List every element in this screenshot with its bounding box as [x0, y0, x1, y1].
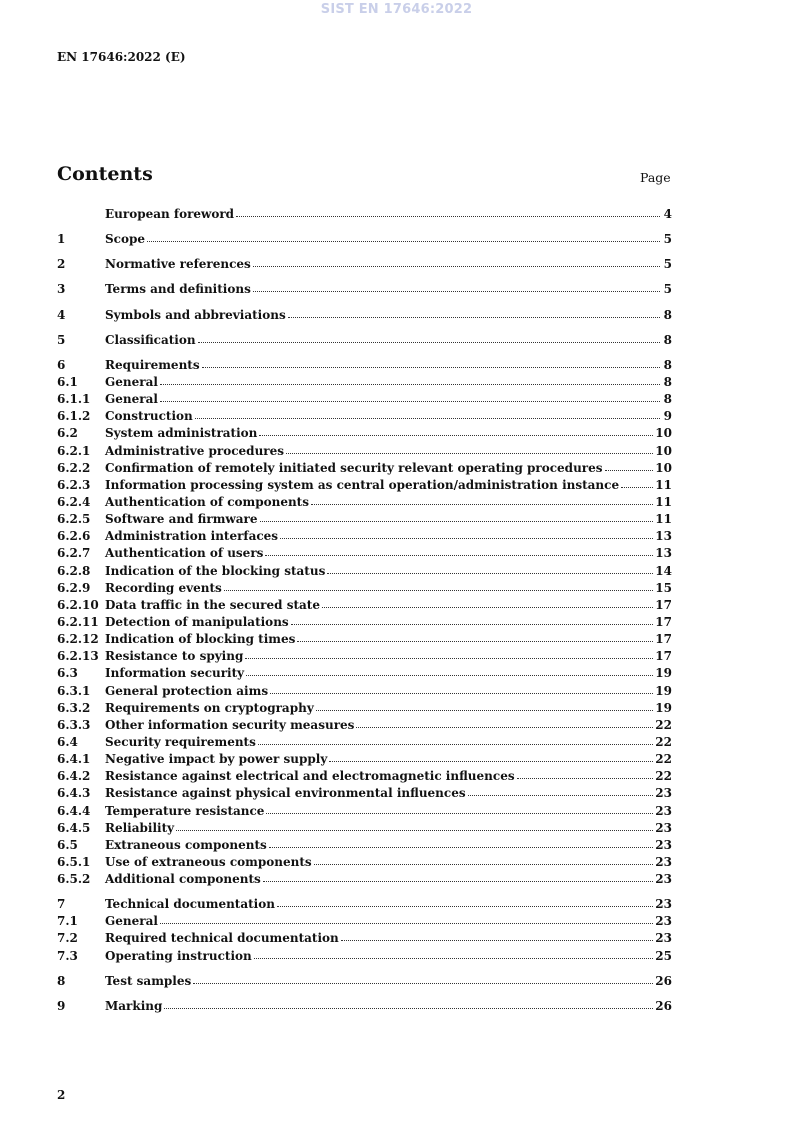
toc-entry-page: 17	[655, 632, 672, 647]
toc-dot-leader	[160, 914, 653, 924]
toc-dot-leader	[297, 632, 653, 642]
toc-dot-leader	[327, 564, 653, 574]
toc-entry-title: Resistance to spying	[105, 649, 244, 664]
toc-entry[interactable]	[57, 999, 672, 1016]
toc-entry[interactable]	[57, 358, 672, 375]
toc-dot-leader	[236, 207, 660, 217]
toc-entry-number: 6.1	[57, 374, 78, 389]
toc-entry-page: 23	[655, 931, 672, 946]
toc-entry-page: 14	[655, 563, 672, 578]
toc-entry-title: Classification	[105, 332, 196, 347]
toc-entry-page: 11	[655, 477, 672, 492]
toc-entry-page: 15	[655, 580, 672, 595]
toc-dot-leader	[621, 478, 653, 488]
toc-entry-page: 8	[663, 307, 672, 322]
toc-entry-title: Detection of manipulations	[105, 614, 289, 629]
toc-entry[interactable]	[57, 931, 672, 948]
toc-entry-page: 17	[655, 649, 672, 664]
toc-entry-page: 17	[655, 614, 672, 629]
toc-entry-title: Extraneous components	[105, 837, 267, 852]
toc-entry[interactable]	[57, 512, 672, 529]
toc-entry-title: Test samples	[105, 973, 192, 988]
toc-entry-number: 6.5.2	[57, 872, 91, 887]
toc-dot-leader	[202, 358, 660, 368]
toc-entry[interactable]	[57, 581, 672, 598]
toc-entry-number: 6.2.12	[57, 632, 99, 647]
toc-entry-number: 6.4.4	[57, 803, 91, 818]
table-of-contents	[57, 207, 672, 1016]
toc-entry-number: 6.3	[57, 666, 78, 681]
toc-entry-page: 9	[663, 409, 672, 424]
toc-entry[interactable]	[57, 461, 672, 478]
toc-dot-leader	[176, 821, 653, 831]
toc-entry-page: 10	[655, 426, 672, 441]
toc-entry-title: Temperature resistance	[105, 803, 265, 818]
toc-entry-page: 23	[655, 786, 672, 801]
toc-entry[interactable]	[57, 804, 672, 821]
toc-dot-leader	[245, 649, 653, 659]
toc-entry[interactable]	[57, 564, 672, 581]
toc-entry-title: General	[105, 914, 158, 929]
toc-entry-title: Other information security measures	[105, 717, 355, 732]
toc-entry-page: 8	[663, 374, 672, 389]
toc-dot-leader	[329, 752, 653, 762]
toc-dot-leader	[314, 855, 654, 865]
toc-dot-leader	[263, 872, 654, 882]
toc-entry-title: Resistance against electrical and electromagnetic influences	[105, 769, 515, 784]
toc-entry-page: 8	[663, 332, 672, 347]
toc-entry-page: 8	[663, 392, 672, 407]
toc-entry-number: 6.2.11	[57, 614, 99, 629]
toc-dot-leader	[341, 931, 654, 941]
toc-entry-page: 5	[663, 232, 672, 247]
toc-entry-number: 6.5	[57, 837, 78, 852]
toc-entry-title: Additional components	[105, 872, 261, 887]
toc-entry-number: 8	[57, 973, 66, 988]
toc-entry-page: 26	[655, 998, 672, 1013]
toc-entry-number: 6.4.3	[57, 786, 91, 801]
toc-entry[interactable]	[57, 752, 672, 769]
toc-entry-title: Authentication of users	[105, 546, 264, 561]
toc-entry-page: 22	[655, 769, 672, 784]
toc-dot-leader	[254, 949, 654, 959]
toc-entry[interactable]	[57, 444, 672, 461]
toc-dot-leader	[269, 838, 654, 848]
toc-dot-leader	[311, 495, 653, 505]
toc-dot-leader	[288, 308, 660, 318]
toc-entry[interactable]	[57, 718, 672, 735]
toc-entry-number: 6.2.4	[57, 494, 91, 509]
toc-entry-page: 23	[655, 803, 672, 818]
toc-entry-title: Data traffic in the secured state	[105, 597, 320, 612]
toc-entry-title: System administration	[105, 426, 258, 441]
toc-entry-number: 6.2.1	[57, 443, 91, 458]
toc-entry[interactable]	[57, 257, 672, 274]
toc-entry-number: 2	[57, 257, 66, 272]
toc-dot-leader	[147, 232, 660, 242]
toc-entry-page: 11	[655, 512, 672, 527]
toc-dot-leader	[322, 598, 653, 608]
toc-entry[interactable]	[57, 769, 672, 786]
toc-entry[interactable]	[57, 684, 672, 701]
toc-entry[interactable]	[57, 375, 672, 392]
toc-entry-page: 22	[655, 717, 672, 732]
toc-entry-title: Authentication of components	[105, 494, 309, 509]
toc-entry-number: 7	[57, 897, 66, 912]
toc-entry-number: 6.3.3	[57, 717, 91, 732]
toc-entry[interactable]	[57, 232, 672, 249]
toc-entry-title: European foreword	[105, 207, 235, 221]
toc-entry-page: 19	[655, 683, 672, 698]
toc-entry-page: 8	[663, 357, 672, 372]
toc-entry-page: 25	[655, 948, 672, 963]
toc-entry[interactable]	[57, 821, 672, 838]
toc-entry-number: 6.5.1	[57, 854, 91, 869]
toc-entry-number: 9	[57, 998, 66, 1013]
toc-entry[interactable]	[57, 409, 672, 426]
toc-dot-leader	[280, 529, 653, 539]
toc-entry-title: Resistance against physical environmental influences	[105, 786, 466, 801]
toc-entry-title: Normative references	[105, 257, 251, 272]
toc-entry-number: 6.3.1	[57, 683, 91, 698]
toc-entry-page: 23	[655, 914, 672, 929]
toc-entry-page: 11	[655, 494, 672, 509]
toc-dot-leader	[259, 426, 653, 436]
toc-entry-number: 7.1	[57, 914, 78, 929]
toc-entry-page: 22	[655, 734, 672, 749]
toc-entry[interactable]	[57, 786, 672, 803]
toc-entry-number: 6.2.8	[57, 563, 91, 578]
toc-dot-leader	[160, 375, 660, 385]
toc-entry-number: 5	[57, 332, 66, 347]
toc-entry-title: Operating instruction	[105, 948, 252, 963]
toc-entry-page: 26	[655, 973, 672, 988]
toc-entry-page: 13	[655, 546, 672, 561]
toc-dot-leader	[160, 392, 660, 402]
toc-entry-number: 6.2.7	[57, 546, 91, 561]
page-number: 2	[57, 1088, 66, 1102]
toc-dot-leader	[356, 718, 653, 728]
toc-entry-title: Administrative procedures	[105, 443, 285, 458]
toc-entry-page: 10	[655, 443, 672, 458]
toc-entry-number: 6.4.5	[57, 820, 91, 835]
contents-heading: Contents	[57, 163, 153, 185]
toc-dot-leader	[286, 444, 653, 454]
toc-entry-title: Required technical documentation	[105, 931, 339, 946]
toc-entry[interactable]	[57, 666, 672, 683]
toc-entry-page: 5	[663, 282, 672, 297]
toc-dot-leader	[193, 974, 653, 984]
toc-entry-page: 23	[655, 854, 672, 869]
toc-entry[interactable]	[57, 974, 672, 991]
toc-dot-leader	[265, 546, 653, 556]
toc-dot-leader	[253, 257, 660, 267]
toc-entry[interactable]	[57, 897, 672, 914]
toc-entry-page: 5	[663, 257, 672, 272]
toc-entry-page: 4	[663, 207, 672, 221]
toc-entry[interactable]	[57, 392, 672, 409]
toc-entry[interactable]	[57, 855, 672, 872]
toc-entry[interactable]	[57, 632, 672, 649]
toc-dot-leader	[260, 512, 654, 522]
toc-entry-number: 6.1.1	[57, 392, 91, 407]
toc-entry-title: Information processing system as central operation/administration instance	[105, 477, 620, 492]
toc-entry-page: 23	[655, 820, 672, 835]
toc-entry-title: Negative impact by power supply	[105, 752, 328, 767]
toc-dot-leader	[253, 282, 660, 292]
toc-dot-leader	[198, 333, 660, 343]
toc-entry[interactable]	[57, 207, 672, 224]
toc-dot-leader	[258, 735, 653, 745]
toc-entry-title: Information security	[105, 666, 245, 681]
toc-dot-leader	[291, 615, 654, 625]
toc-dot-leader	[164, 999, 653, 1009]
toc-entry-title: Scope	[105, 232, 146, 247]
toc-entry-page: 10	[655, 460, 672, 475]
toc-entry[interactable]	[57, 914, 672, 931]
toc-entry-title: Construction	[105, 409, 193, 424]
toc-entry-page: 22	[655, 752, 672, 767]
toc-entry-number: 6.4.2	[57, 769, 91, 784]
toc-dot-leader	[246, 666, 653, 676]
toc-dot-leader	[468, 786, 654, 796]
toc-entry[interactable]	[57, 615, 672, 632]
toc-entry-title: Use of extraneous components	[105, 854, 312, 869]
toc-entry-page: 19	[655, 700, 672, 715]
toc-entry-title: General protection aims	[105, 683, 269, 698]
toc-entry-number: 6	[57, 357, 66, 372]
toc-entry-number: 7.3	[57, 948, 78, 963]
toc-entry-page: 19	[655, 666, 672, 681]
toc-entry-number: 6.3.2	[57, 700, 91, 715]
toc-entry-page: 23	[655, 872, 672, 887]
toc-entry[interactable]	[57, 308, 672, 325]
toc-dot-leader	[316, 701, 654, 711]
toc-entry-number: 4	[57, 307, 66, 322]
toc-entry-title: General	[105, 374, 158, 389]
toc-entry[interactable]	[57, 495, 672, 512]
toc-dot-leader	[277, 897, 653, 907]
toc-entry-title: Symbols and abbreviations	[105, 307, 286, 322]
toc-entry-title: Indication of blocking times	[105, 632, 296, 647]
toc-entry-title: Reliability	[105, 820, 175, 835]
toc-entry[interactable]	[57, 546, 672, 563]
toc-entry-title: Administration interfaces	[105, 529, 279, 544]
watermark: SIST EN 17646:2022	[320, 2, 473, 17]
toc-entry-number: 6.1.2	[57, 409, 91, 424]
toc-entry-title: Indication of the blocking status	[105, 563, 326, 578]
toc-entry[interactable]	[57, 872, 672, 889]
toc-entry-title: Confirmation of remotely initiated security relevant operating procedures	[105, 460, 603, 475]
toc-entry-number: 6.2	[57, 426, 78, 441]
toc-entry-title: Recording events	[105, 580, 222, 595]
toc-entry[interactable]	[57, 649, 672, 666]
toc-dot-leader	[195, 409, 660, 419]
toc-entry-number: 6.2.5	[57, 512, 91, 527]
toc-entry-number: 6.2.6	[57, 529, 91, 544]
page-column-label: Page	[640, 170, 671, 185]
toc-entry-number: 3	[57, 282, 66, 297]
toc-entry[interactable]	[57, 529, 672, 546]
toc-entry-page: 13	[655, 529, 672, 544]
toc-entry-number: 6.2.3	[57, 477, 91, 492]
toc-dot-leader	[517, 769, 654, 779]
toc-entry-number: 6.4.1	[57, 752, 91, 767]
toc-entry[interactable]	[57, 426, 672, 443]
document-id: EN 17646:2022 (E)	[57, 50, 186, 64]
toc-entry-title: Marking	[105, 998, 163, 1013]
toc-entry-title: Technical documentation	[105, 897, 275, 912]
toc-entry-title: Software and firmware	[105, 512, 258, 527]
toc-dot-leader	[270, 684, 653, 694]
toc-entry-number: 6.2.2	[57, 460, 91, 475]
toc-entry[interactable]	[57, 478, 672, 495]
toc-entry[interactable]	[57, 701, 672, 718]
toc-entry-number: 7.2	[57, 931, 78, 946]
toc-entry-title: Security requirements	[105, 734, 256, 749]
toc-entry-title: Requirements	[105, 357, 200, 372]
toc-entry-title: Requirements on cryptography	[105, 700, 314, 715]
toc-entry-title: Terms and definitions	[105, 282, 251, 297]
toc-entry-page: 23	[655, 897, 672, 912]
toc-entry-number: 6.4	[57, 734, 78, 749]
toc-entry[interactable]	[57, 949, 672, 966]
toc-entry-title: General	[105, 392, 158, 407]
toc-entry-number: 6.2.10	[57, 597, 99, 612]
toc-entry-page: 17	[655, 597, 672, 612]
toc-entry[interactable]	[57, 735, 672, 752]
toc-entry-page: 23	[655, 837, 672, 852]
toc-entry[interactable]	[57, 838, 672, 855]
toc-entry-number: 1	[57, 232, 66, 247]
toc-entry-number: 6.2.13	[57, 649, 99, 664]
toc-dot-leader	[605, 461, 654, 471]
toc-dot-leader	[224, 581, 654, 591]
toc-entry[interactable]	[57, 333, 672, 350]
toc-entry[interactable]	[57, 598, 672, 615]
toc-dot-leader	[266, 804, 653, 814]
toc-entry-number: 6.2.9	[57, 580, 91, 595]
toc-entry[interactable]	[57, 282, 672, 299]
